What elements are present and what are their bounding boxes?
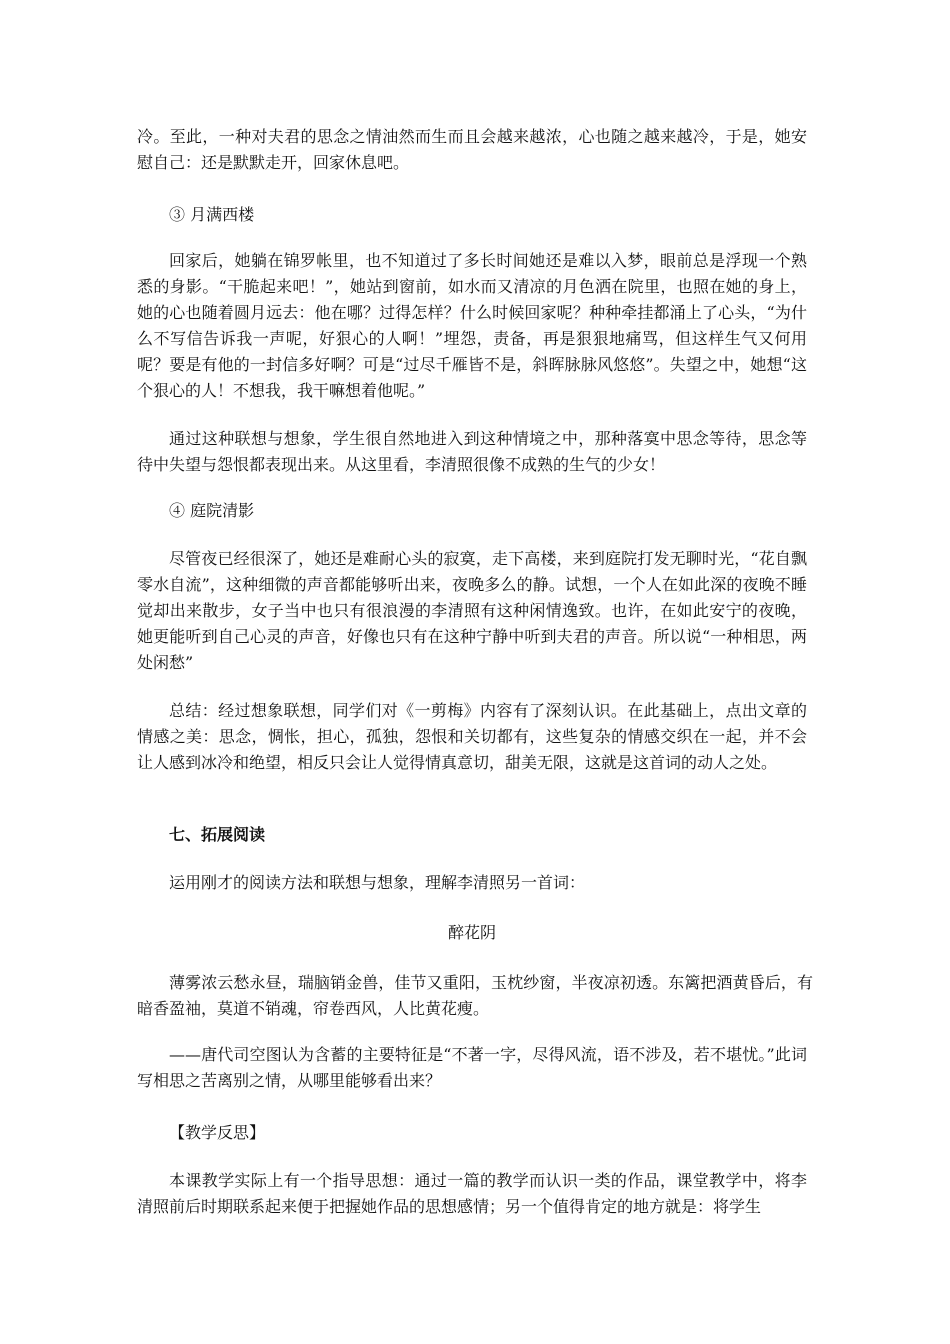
paragraph-reflection: 本课教学实际上有一个指导思想：通过一篇的教学而认识一类的作品，课堂教学中，将李清照前后时期联系起来便于把握她作品的思想感情；另一个值得肯定的地方就是：将学生 xyxy=(137,1171,807,1216)
paragraph-continuation: 冷。至此，一种对夫君的思念之情油然而生而且会越来越浓，心也随之越来越冷，于是，她安慰自己：还是默默走开，回家休息吧。 xyxy=(137,127,807,172)
section-heading-moon-west-tower: ③ 月满西楼 xyxy=(169,205,255,224)
paragraph-courtyard-shadow: 尽管夜已经很深了，她还是难耐心头的寂寞，走下高楼，来到庭院打发无聊时光，“花自飘零水自流”，这种细微的声音都能够听出来，夜晚多么的静。试想，一个人在如此深的夜晚不睡觉却出来散步，女子当中也只有很浪漫的李清照有这种闲情逸致。也许，在如此安宁的夜晚，她更能听到自己心灵的声音，好像也只有在这种宁静中听到夫君的声音。所以说“一种相思，两处闲愁” xyxy=(137,549,807,672)
paragraph-reading-instruction: 运用刚才的阅读方法和联想与想象，理解李清照另一首词： xyxy=(169,873,586,892)
paragraph-association-imagination: 通过这种联想与想象，学生很自然地进入到这种情境之中，那种落寞中思念等待，思念等待中失望与怨恨都表现出来。从这里看，李清照很像不成熟的生气的少女！ xyxy=(137,429,807,474)
section-heading-courtyard-shadow: ④ 庭院清影 xyxy=(169,501,255,520)
section-heading-teaching-reflection: 【教学反思】 xyxy=(169,1123,266,1142)
poem-text: 薄雾浓云愁永昼，瑞脑销金兽，佳节又重阳，玉枕纱窗，半夜凉初透。东篱把酒黄昏后，有暗香盈袖，莫道不销魂，帘卷西风，人比黄花瘦。 xyxy=(137,973,813,1018)
section-heading-extended-reading: 七、拓展阅读 xyxy=(169,825,266,844)
poem-title: 醉花阴 xyxy=(447,923,496,942)
paragraph-question: ——唐代司空图认为含蓄的主要特征是“不著一字，尽得风流，语不涉及，若不堪忧。”此词写相思之苦离别之情，从哪里能够看出来？ xyxy=(137,1045,807,1090)
paragraph-moon-west-tower: 回家后，她躺在锦罗帐里，也不知道过了多长时间她还是难以入梦，眼前总是浮现一个熟悉的身影。“干脆起来吧！”，她站到窗前，如水而又清凉的月色洒在院里，也照在她的身上，她的心也随着圆月远去：他在哪？过得怎样？什么时候回家呢？种种牵挂都涌上了心头，“为什么不写信告诉我一声呢，好狠心的人啊！”埋怨，责备，再是狠狠地痛骂，但这样生气又何用呢？要是有他的一封信多好啊？可是“过尽千雁皆不是，斜晖脉脉风悠悠”。失望之中，她想“这个狠心的人！不想我，我干嘛想着他呢。” xyxy=(137,251,807,400)
paragraph-summary: 总结：经过想象联想，同学们对《一剪梅》内容有了深刻认识。在此基础上，点出文章的情感之美：思念，惆怅，担心，孤独，怨恨和关切都有，这些复杂的情感交织在一起，并不会让人感到冰冷和绝望，相反只会让人觉得情真意切，甜美无限，这就是这首词的动人之处。 xyxy=(137,701,807,772)
